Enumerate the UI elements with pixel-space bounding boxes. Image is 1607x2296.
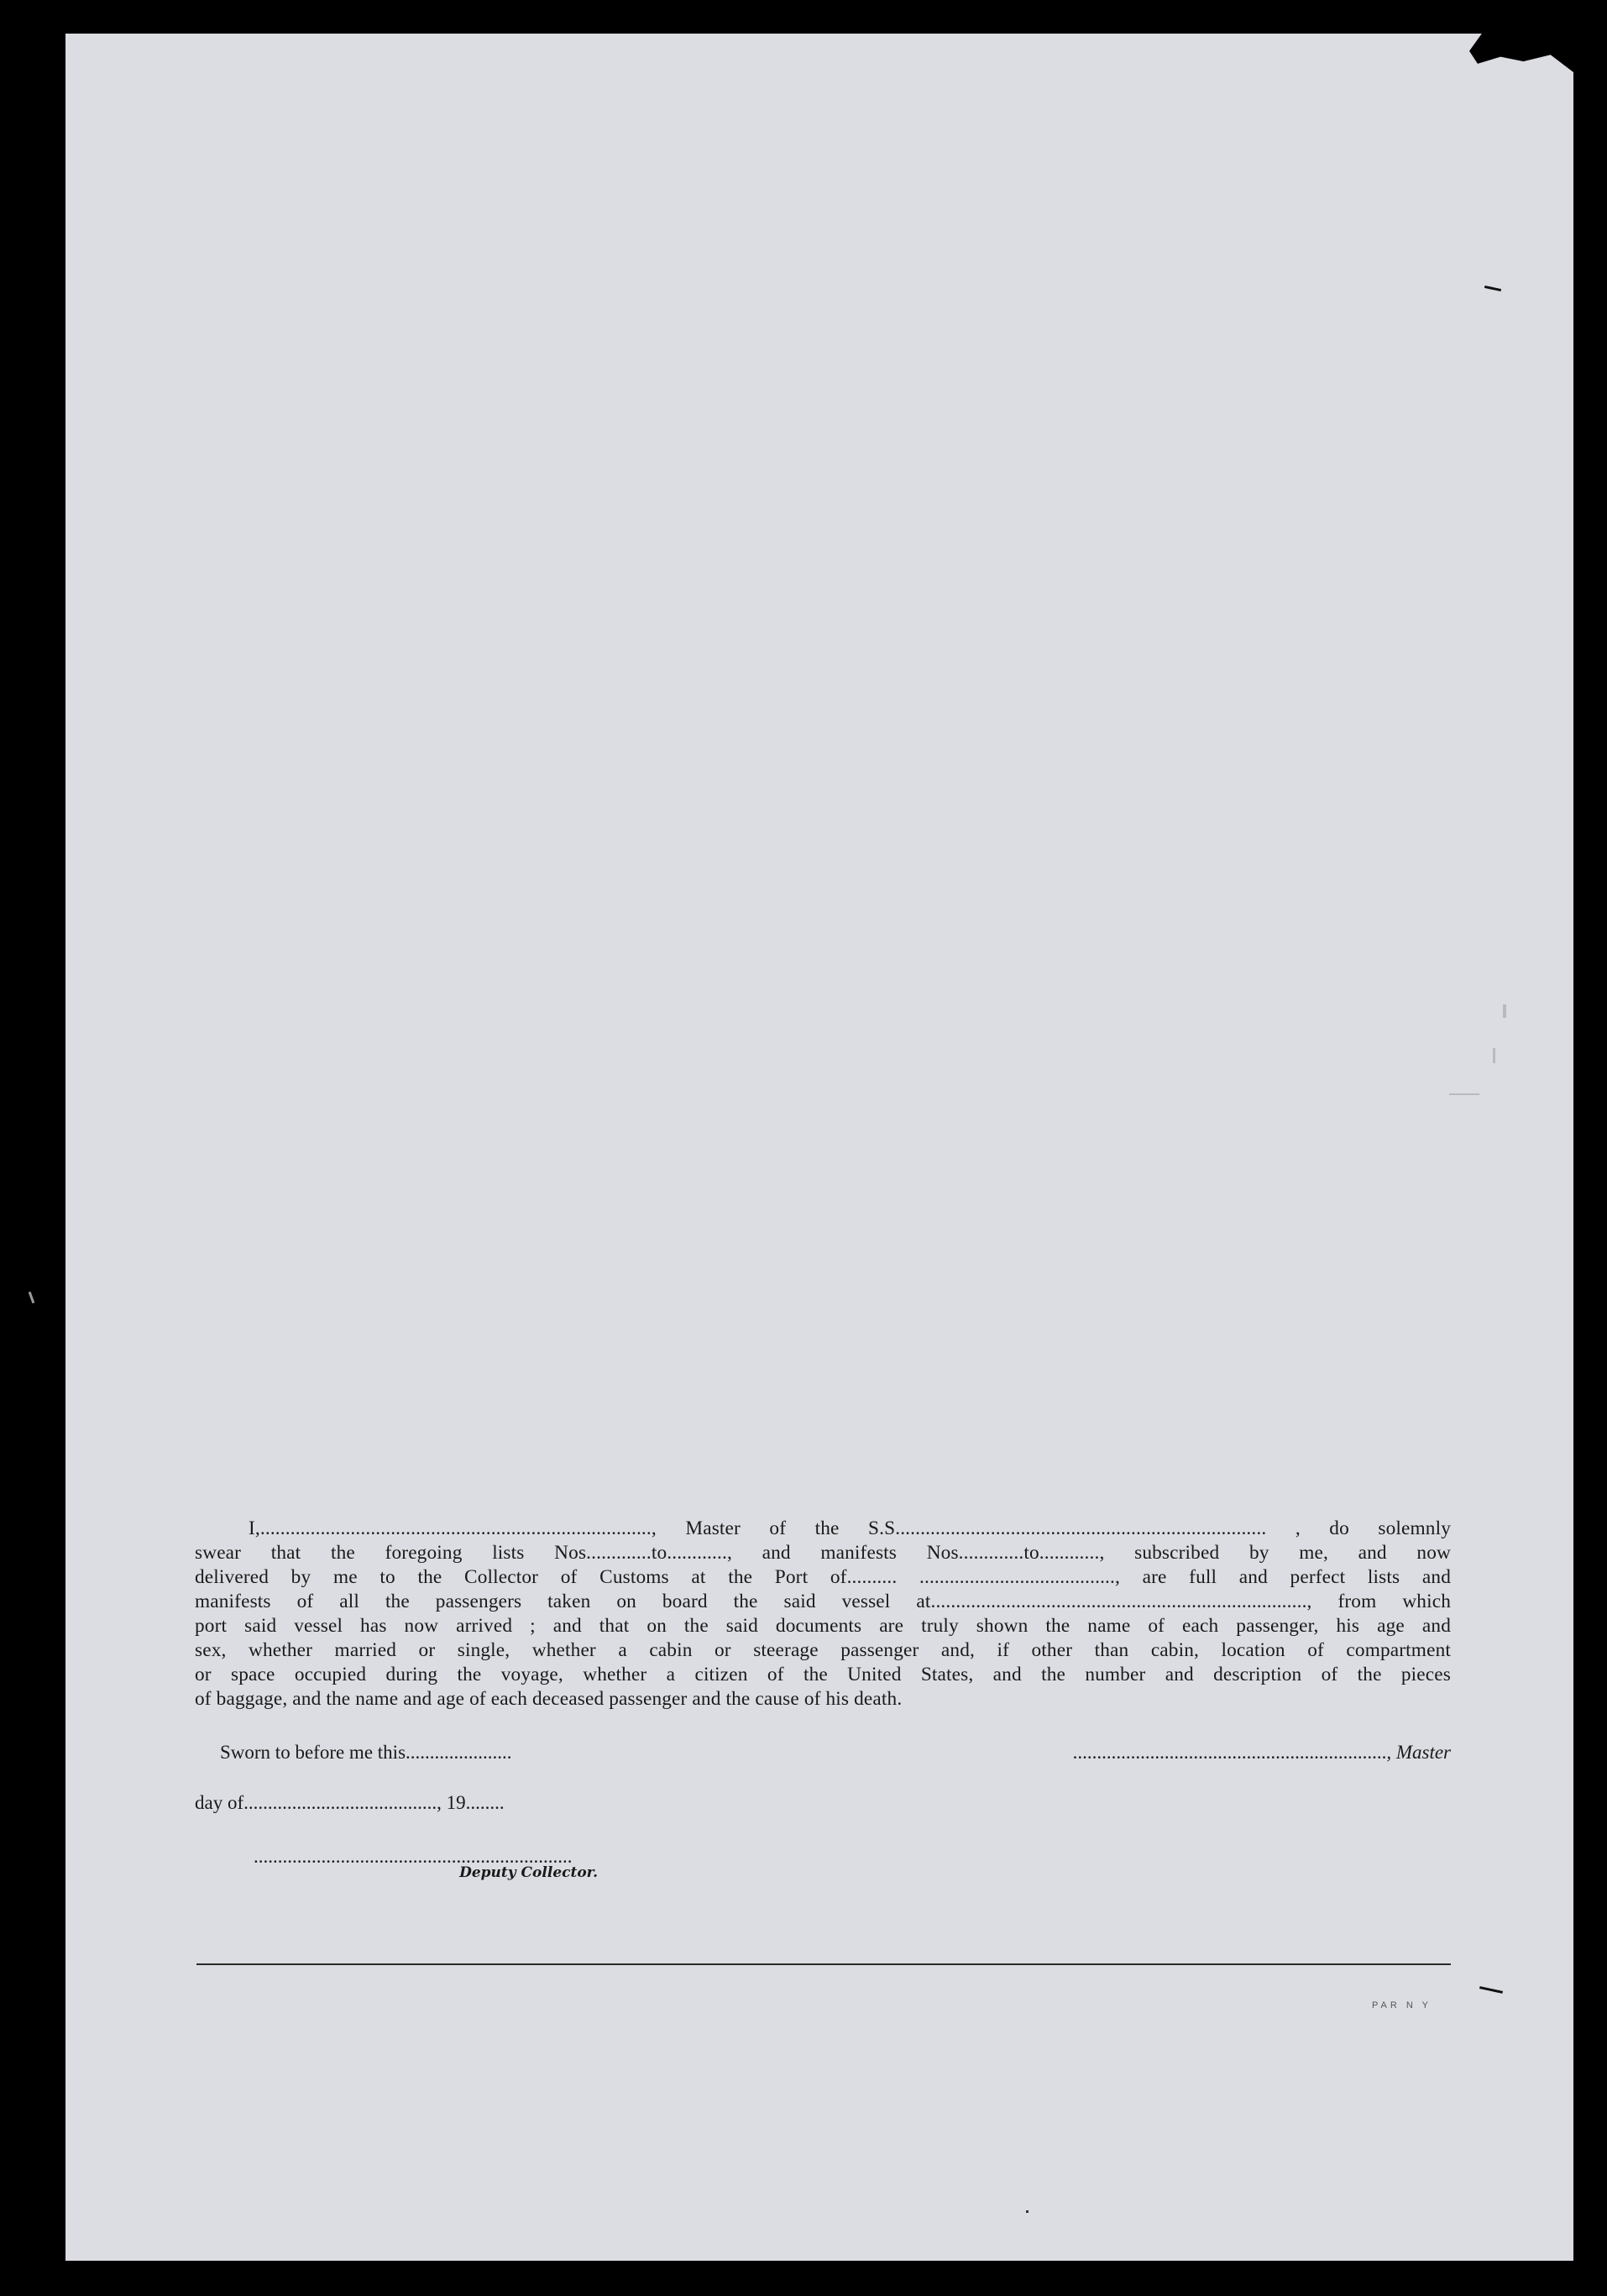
deputy-signature-line: .................................................................. <box>254 1846 573 1867</box>
master-signature-line <box>939 1742 1451 1764</box>
oath-line: swear that the foregoing lists Nos.............to............, and manifests Nos.............to............, subscribed by me, and now <box>195 1542 1451 1564</box>
horizontal-rule <box>196 1963 1451 1965</box>
sworn-before-line: Sworn to before me this...................... <box>220 1742 512 1763</box>
master-label: , Master <box>1386 1742 1451 1763</box>
document-page <box>65 34 1573 2261</box>
day-of-line: day of........................................, 19........ <box>195 1792 505 1813</box>
oath-line: or space occupied during the voyage, whether a citizen of the United States, and the number and description of the pieces <box>195 1664 1451 1685</box>
faint-mark <box>1503 1004 1506 1018</box>
oath-line: sex, whether married or single, whether a cabin or steerage passenger and, if other than cabin, location of compartment <box>195 1639 1451 1661</box>
printer-imprint: PAR N Y <box>1372 2000 1432 2010</box>
deputy-collector-label: Deputy Collector. <box>459 1864 598 1881</box>
oath-line: of baggage, and the name and age of each deceased passenger and the cause of his death. <box>195 1688 903 1710</box>
oath-line: I,.............................................................................., Master of the S.S.......................................................................... , do solemnly <box>249 1518 1451 1539</box>
oath-paragraph <box>195 1517 1451 1712</box>
speck <box>1026 2210 1029 2213</box>
master-dotted-line: ................................................................. <box>1072 1742 1387 1763</box>
oath-line: delivered by me to the Collector of Customs at the Port of.......... ......................................., are full and perfect lists and <box>195 1566 1451 1588</box>
faint-mark <box>1493 1048 1495 1063</box>
oath-line: manifests of all the passengers taken on board the said vessel at..........................................................................., from which <box>195 1591 1451 1612</box>
faint-mark <box>1449 1093 1479 1095</box>
oath-line: port said vessel has now arrived ; and that on the said documents are truly shown the name of each passenger, his age and <box>195 1615 1451 1637</box>
